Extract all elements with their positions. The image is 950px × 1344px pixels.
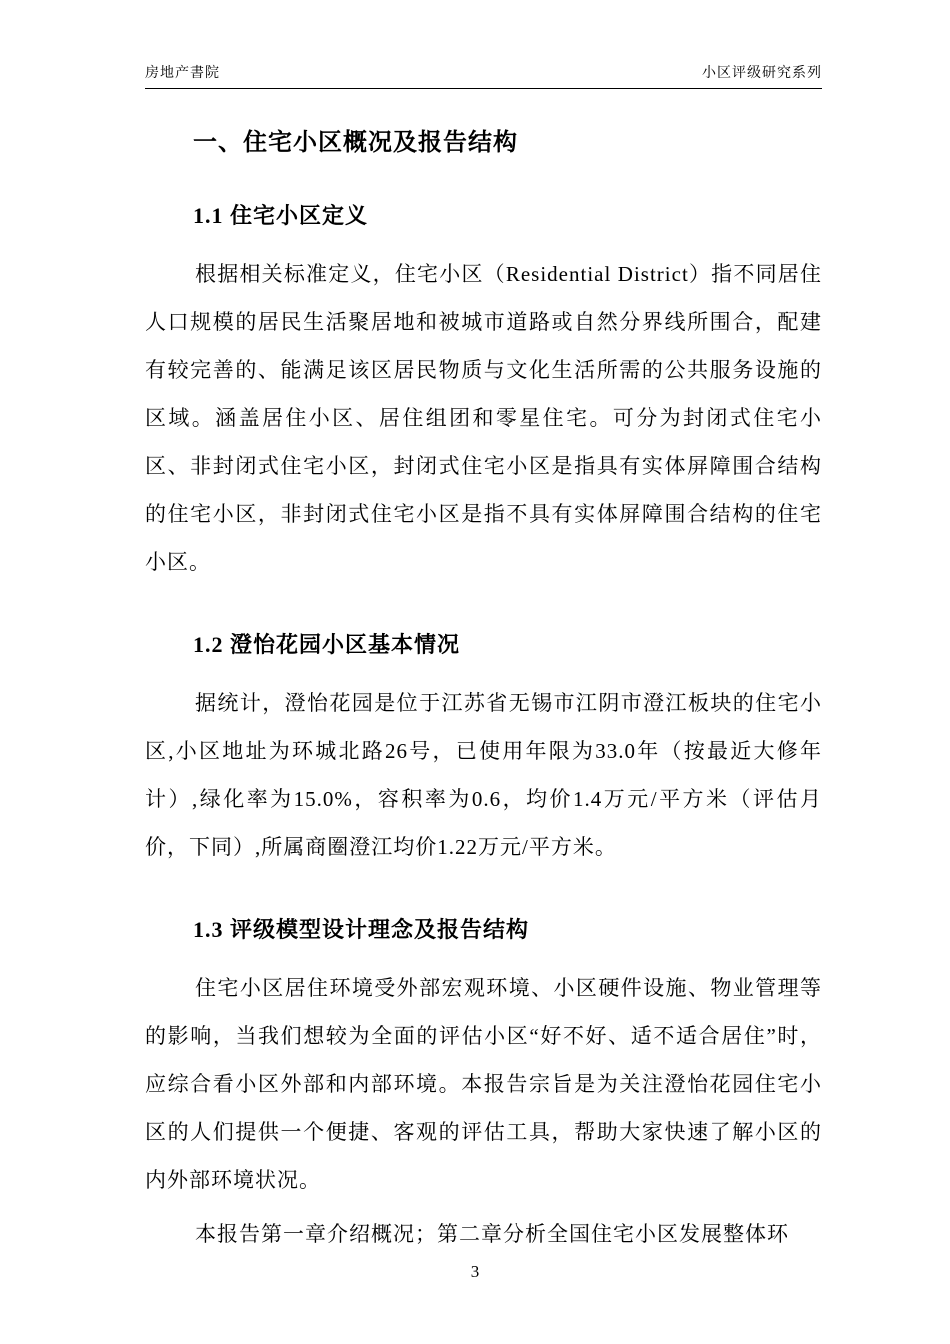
page-number: 3	[470, 1262, 480, 1281]
page-header	[145, 62, 822, 82]
section-heading-1-2: 1.2 澄怡花园小区基本情况	[193, 632, 461, 657]
section-heading-1-1: 1.1 住宅小区定义	[193, 203, 369, 228]
paragraph-report-structure: 本报告第一章介绍概况；第二章分析全国住宅小区发展整体环	[195, 1222, 789, 1246]
page-footer	[0, 1262, 950, 1282]
paragraph-model-design: 住宅小区居住环境受外部宏观环境、小区硬件设施、物业管理等的影响，当我们想较为全面的评估小区“好不好、适不适合居住”时，应综合看小区外部和内部环境。本报告宗旨是为关注澄怡花园住宅小区的人们提供一个便捷、客观的评估工具，帮助大家快速了解小区的内外部环境状况。	[145, 976, 822, 1192]
header-divider	[145, 88, 822, 89]
paragraph-definition: 根据相关标准定义，住宅小区（Residential District）指不同居住人口规模的居民生活聚居地和被城市道路或自然分界线所围合，配建有较完善的、能满足该区居民物质与文化生活所需的公共服务设施的区域。涵盖居住小区、居住组团和零星住宅。可分为封闭式住宅小区、非封闭式住宅小区，封闭式住宅小区是指具有实体屏障围合结构的住宅小区，非封闭式住宅小区是指不具有实体屏障围合结构的住宅小区。	[145, 262, 822, 574]
paragraph-basic-info: 据统计，澄怡花园是位于江苏省无锡市江阴市澄江板块的住宅小区,小区地址为环城北路26号，已使用年限为33.0年（按最近大修年计）,绿化率为15.0%，容积率为0.6，均价1.4万元/平方米（评估月价，下同）,所属商圈澄江均价1.22万元/平方米。	[145, 691, 822, 859]
document-content	[145, 96, 822, 1258]
section-heading-1-3: 1.3 评级模型设计理念及报告结构	[193, 917, 530, 942]
chapter-title: 一、住宅小区概况及报告结构	[193, 130, 518, 156]
header-brand: 房地产書院	[145, 66, 220, 81]
header-series-title: 小区评级研究系列	[702, 66, 822, 81]
